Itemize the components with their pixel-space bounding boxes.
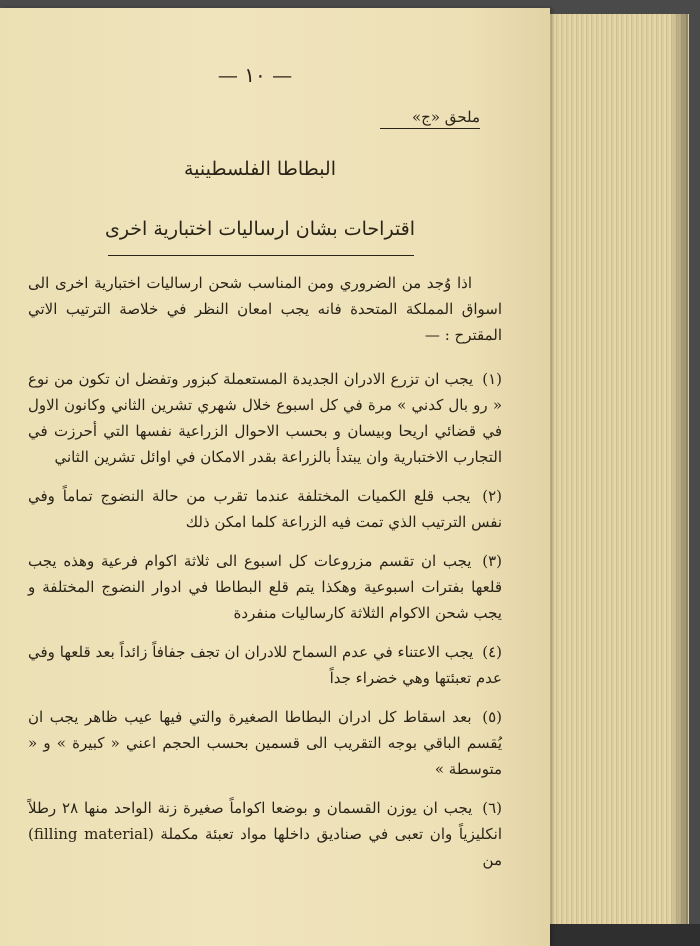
item-text: يجب قلع الكميات المختلفة عندما تقرب من حالة النضوج تماماً وفي نفس الترتيب الذي تمت فيه الزراعة كلما امكن ذلك — [28, 487, 502, 531]
page-subtitle: اقتراحات بشان ارساليات اختبارية اخرى — [104, 218, 416, 240]
item-number: (٢) — [482, 487, 502, 505]
page-number: — ١٠ — — [217, 63, 293, 87]
intro-paragraph: اذا وُجد من الضروري ومن المناسب شحن ارساليات اختبارية اخرى الى اسواق المملكة المتحدة فانه يجب امعان النظر في خلاصة الترتيب الاتي المقترح : — — [28, 274, 502, 344]
item-number: (٥) — [482, 708, 502, 726]
item-text: يجب الاعتناء في عدم السماح للادران ان تجف جفافاً زائداً بعد قلعها وفي عدم تعبئتها وهي خضراء جداً — [28, 643, 502, 687]
item-text: يجب ان تقسم مزروعات كل اسبوع الى ثلاثة اكوام فرعية وهذه يجب قلعها بفترات اسبوعية وهكذا يتم قلع البطاطا في ادوار النضوج المختلفة و يجب شحن الاكوام الثلاثة كارساليات منفردة — [28, 552, 502, 622]
page-edges-shadow — [670, 14, 688, 924]
item-number: (١) — [482, 370, 502, 388]
list-item — [28, 548, 502, 626]
list-item — [28, 639, 502, 691]
item-text: يجب ان يوزن القسمان و بوضعا اكواماً صغيرة زنة الواحد منها ٢٨ رطلاً انكليزياً وان تعبى في صناديق داخلها مواد تعبئة مكملة (filling material) من — [28, 799, 502, 869]
item-text: يجب ان تزرع الادران الجديدة المستعملة كبزور وتفضل ان تكون من نوع « رو بال كدني » مرة في كل اسبوع خلال شهري تشرين الثاني وكانون الاول في قضائي اريحا وبيسان و بحسب الاحوال الزراعية نفسها التي أحرزت في التجارب الاختبارية وان يبتدأ بالزراعة بقدر الامكان في اوائل تشرين الثاني — [28, 370, 502, 466]
list-item — [28, 795, 502, 873]
item-number: (٦) — [482, 799, 502, 817]
item-text: بعد اسقاط كل ادران البطاطا الصغيرة والتي فيها عيب ظاهر يجب ان يُقسم الباقي بوجه التقريب الى قسمين بحسب الحجم اعني « كبيرة » و « متوسطة » — [28, 708, 502, 778]
subtitle-underline — [108, 255, 414, 256]
item-number: (٤) — [482, 643, 503, 661]
document-body — [28, 270, 502, 886]
page-edges — [548, 14, 689, 924]
page-title: البطاطا الفلسطينية — [183, 158, 337, 180]
list-item — [28, 366, 502, 470]
book-page — [0, 8, 550, 946]
list-item — [28, 704, 502, 782]
item-number: (٣) — [482, 552, 502, 570]
list-item — [28, 483, 502, 535]
annex-label: ملحق «ج» — [380, 108, 480, 129]
